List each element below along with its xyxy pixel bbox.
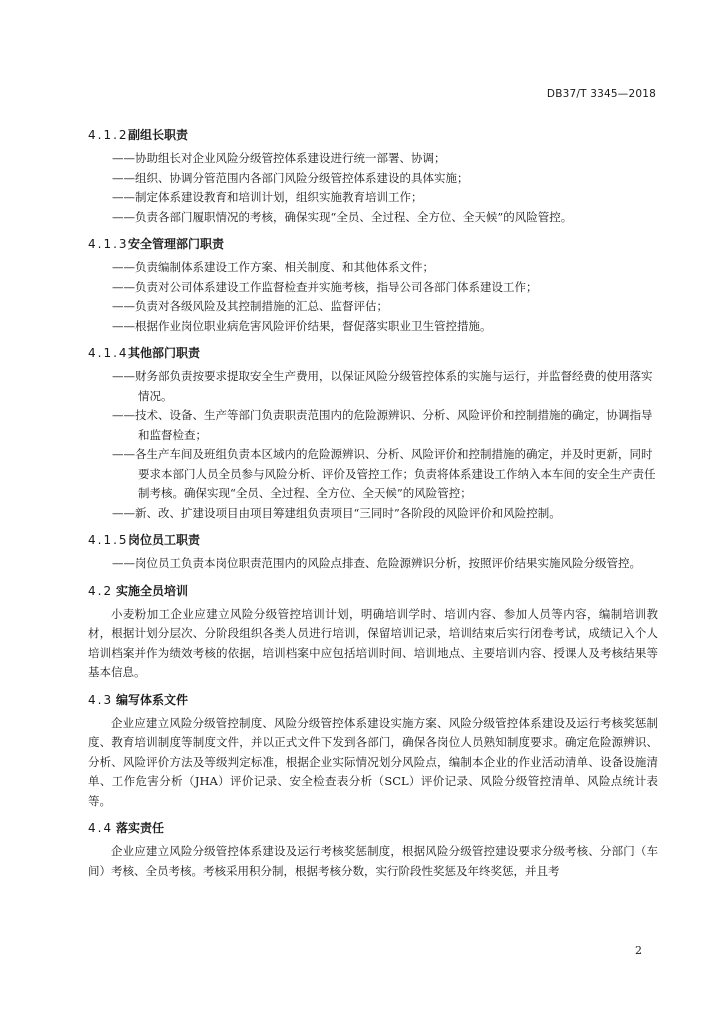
section-heading: [88, 581, 658, 601]
list-item: ——财务部负责按要求提取安全生产费用，以保证风险分级管控体系的实施与运行，并监督经费的使用落实情况。: [112, 369, 653, 403]
section-heading: [88, 343, 658, 363]
section-paragraph: 企业应建立风险分级管控制度、风险分级管控体系建设实施方案、风险分级管控体系建设及运行考核奖惩制度、教育培训制度等制度文件，并以正式文件下发到各部门，确保各岗位人员熟知制度要求。确定危险源辨识、分析、风险评价方法及等级判定标准，根据企业实际情况划分风险点，编制本企业的作业活动清单、设备设施清单、工作危害分析（JHA）评价记录、安全检查表分析（SCL）评价记录、风险分级管控清单、风险点统计表等。: [88, 715, 658, 808]
section-title: 实施全员培训: [116, 583, 189, 598]
section-heading: [88, 234, 658, 254]
list-item: ——新、改、扩建设项目由项目筹建组负责项目“三同时”各阶段的风险评价和风险控制。: [112, 505, 561, 520]
list-item: ——负责编制体系建设工作方案、相关制度、和其他体系文件；: [112, 260, 434, 274]
section-title: 编写体系文件: [116, 692, 189, 707]
section-4-1-3: [88, 234, 658, 336]
section-number: 4.1.4: [88, 346, 129, 360]
section-4-1-4: [88, 343, 658, 523]
section-heading: [88, 530, 658, 550]
section-paragraph: 企业应建立风险分级管控体系建设及运行考核奖惩制度，根据风险分级管控建设要求分级考核、分部门（车间）考核、全员考核。考核采用积分制，根据考核分数，实行阶段性奖惩及年终奖惩，并且考: [88, 844, 658, 878]
list-item: ——负责对各级风险及其控制措施的汇总、监督评估；: [112, 299, 388, 313]
item-list: [88, 258, 658, 336]
list-item: ——岗位员工负责本岗位职责范围内的风险点排查、危险源辨识分析，按照评价结果实施风险分级管控。: [112, 556, 641, 570]
section-title: 安全管理部门职责: [128, 237, 225, 251]
document-body: [88, 118, 658, 885]
standard-code: DB37/T 3345—2018: [546, 88, 656, 100]
section-title: 岗位员工职责: [128, 533, 201, 547]
section-title: 落实责任: [116, 821, 165, 835]
list-item: ——制定体系建设教育和培训计划，组织实施教育培训工作；: [112, 190, 423, 204]
item-list: [88, 367, 658, 523]
page-number: 2: [635, 944, 642, 957]
section-heading: [88, 690, 658, 710]
section-title: 其他部门职责: [128, 346, 201, 360]
section-number: 4.4: [88, 821, 114, 835]
list-item: ——负责各部门履职情况的考核，确保实现“全员、全过程、全方位、全天候”的风险管控。: [112, 209, 573, 224]
item-list: [88, 554, 658, 574]
section-number: 4.1.5: [88, 533, 129, 547]
section-4-3: [88, 690, 658, 812]
section-number: 4.1.2: [88, 128, 129, 142]
section-4-1-2: [88, 125, 658, 227]
list-item: ——技术、设备、生产等部门负责职责范围内的危险源辨识、分析、风险评价和控制措施的确定，协调指导和监督检查；: [112, 408, 653, 442]
section-paragraph: 小麦粉加工企业应建立风险分级管控培训计划，明确培训学时、培训内容、参加人员等内容，编制培训教材，根据计划分层次、分阶段组织各类人员进行培训，保留培训记录，培训结束后实行闭卷考试，成绩记入个人培训档案并作为绩效考核的依据，培训档案中应包括培训时间、培训地点、主要培训内容、授课人及考核结果等基本信息。: [88, 606, 658, 679]
section-4-2: [88, 581, 658, 683]
section-heading: [88, 125, 658, 145]
section-heading: [88, 818, 658, 838]
list-item: ——协助组长对企业风险分级管控体系建设进行统一部署、协调；: [112, 151, 446, 165]
section-title: 副组长职责: [128, 128, 189, 142]
list-item: ——组织、协调分管范围内各部门风险分级管控体系建设的具体实施；: [112, 170, 469, 185]
section-4-1-5: [88, 530, 658, 574]
list-item: ——负责对公司体系建设工作监督检查并实施考核，指导公司各部门体系建设工作；: [112, 279, 538, 294]
list-item: ——根据作业岗位职业病危害风险评价结果，督促落实职业卫生管控措施。: [112, 318, 492, 333]
section-4-4: [88, 818, 658, 881]
section-number: 4.3: [88, 692, 114, 707]
list-item: ——各生产车间及班组负责本区域内的危险源辨识、分析、风险评价和控制措施的确定，并及时更新，同时要求本部门人员全员参与风险分析、评价及管控工作；负责将体系建设工作纳入本车间的安全生产责任制考核。确保实现“全员、全过程、全方位、全天候”的风险管控；: [112, 447, 656, 500]
item-list: [88, 149, 658, 227]
section-number: 4.1.3: [88, 237, 129, 251]
section-number: 4.2: [88, 583, 114, 598]
